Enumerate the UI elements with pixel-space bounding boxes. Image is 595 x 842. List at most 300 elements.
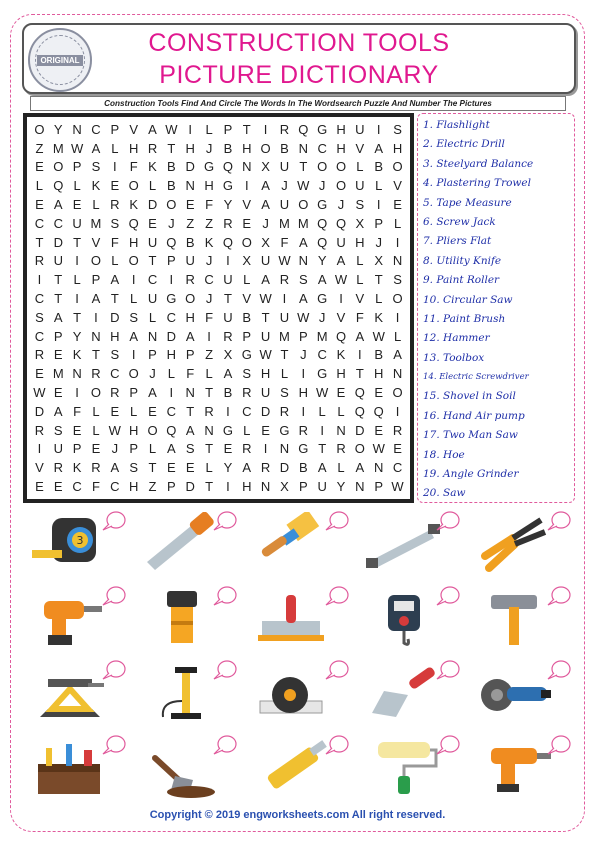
grid-letter[interactable]: W [372, 328, 385, 344]
grid-letter[interactable]: S [185, 441, 195, 457]
grid-letter[interactable]: K [72, 347, 82, 363]
grid-letter[interactable]: F [186, 366, 195, 382]
grid-letter[interactable]: I [113, 159, 117, 175]
grid-letter[interactable]: Q [53, 178, 64, 194]
grid-letter[interactable]: E [148, 215, 157, 231]
grid-letter[interactable]: Z [148, 479, 157, 495]
grid-letter[interactable]: R [185, 272, 195, 288]
grid-letter[interactable]: D [279, 460, 290, 476]
grid-letter[interactable]: S [129, 460, 138, 476]
grid-letter[interactable]: L [92, 403, 100, 419]
grid-letter[interactable]: N [147, 328, 158, 344]
grid-letter[interactable]: I [263, 121, 268, 137]
grid-letter[interactable]: G [166, 291, 177, 307]
answer-bubble-icon[interactable] [435, 510, 461, 532]
grid-letter[interactable]: V [393, 178, 402, 194]
grid-letter[interactable]: B [167, 159, 176, 175]
grid-letter[interactable]: N [260, 479, 271, 495]
answer-bubble-icon[interactable] [546, 734, 572, 756]
grid-letter[interactable]: P [167, 253, 176, 269]
grid-letter[interactable]: H [204, 178, 214, 194]
grid-letter[interactable]: R [223, 328, 233, 344]
grid-letter[interactable]: C [34, 291, 45, 307]
grid-letter[interactable]: L [337, 403, 345, 419]
grid-letter[interactable]: Y [223, 197, 233, 213]
grid-letter[interactable]: T [167, 140, 176, 156]
grid-letter[interactable]: I [169, 385, 174, 401]
grid-letter[interactable]: L [92, 197, 100, 213]
grid-letter[interactable]: P [242, 328, 252, 344]
answer-bubble-icon[interactable] [435, 734, 461, 756]
grid-letter[interactable]: A [53, 309, 63, 325]
grid-letter[interactable]: E [53, 385, 63, 401]
answer-bubble-icon[interactable] [435, 659, 461, 681]
grid-letter[interactable]: O [128, 253, 139, 269]
grid-letter[interactable]: I [169, 272, 174, 288]
grid-letter[interactable]: P [167, 479, 176, 495]
grid-letter[interactable]: Z [186, 215, 195, 231]
grid-letter[interactable]: P [374, 479, 384, 495]
grid-letter[interactable]: N [185, 385, 195, 401]
grid-letter[interactable]: E [72, 422, 82, 438]
grid-letter[interactable]: K [129, 197, 138, 213]
grid-letter[interactable]: F [129, 159, 138, 175]
grid-letter[interactable]: L [205, 460, 213, 476]
grid-letter[interactable]: B [280, 140, 289, 156]
grid-letter[interactable]: E [53, 347, 63, 363]
grid-letter[interactable]: L [393, 328, 402, 344]
grid-letter[interactable]: H [242, 140, 252, 156]
grid-letter[interactable]: A [167, 441, 176, 457]
grid-letter[interactable]: P [72, 159, 82, 175]
grid-letter[interactable]: Y [53, 121, 63, 137]
grid-letter[interactable]: H [128, 479, 139, 495]
grid-letter[interactable]: M [279, 215, 290, 231]
grid-letter[interactable]: O [166, 197, 177, 213]
grid-letter[interactable]: B [167, 178, 176, 194]
grid-letter[interactable]: C [34, 215, 45, 231]
grid-letter[interactable]: A [261, 178, 270, 194]
grid-letter[interactable]: T [35, 234, 44, 250]
grid-letter[interactable]: Z [205, 215, 214, 231]
grid-letter[interactable]: D [260, 403, 271, 419]
grid-letter[interactable]: N [204, 422, 214, 438]
grid-letter[interactable]: A [91, 291, 101, 307]
grid-letter[interactable]: L [337, 460, 345, 476]
grid-letter[interactable]: L [356, 272, 364, 288]
grid-letter[interactable]: A [53, 197, 63, 213]
grid-letter[interactable]: U [317, 479, 327, 495]
grid-letter[interactable]: M [279, 328, 290, 344]
grid-letter[interactable]: T [205, 385, 214, 401]
grid-letter[interactable]: N [355, 479, 365, 495]
grid-letter[interactable]: R [260, 460, 271, 476]
grid-letter[interactable]: D [166, 328, 177, 344]
grid-letter[interactable]: K [336, 347, 346, 363]
grid-letter[interactable]: B [223, 140, 233, 156]
grid-letter[interactable]: R [147, 140, 158, 156]
grid-letter[interactable]: G [317, 291, 328, 307]
grid-letter[interactable]: A [298, 234, 308, 250]
grid-letter[interactable]: U [279, 159, 290, 175]
grid-letter[interactable]: F [280, 234, 289, 250]
grid-letter[interactable]: I [37, 272, 42, 288]
grid-letter[interactable]: Q [335, 328, 347, 344]
grid-letter[interactable]: L [111, 140, 119, 156]
grid-letter[interactable]: C [53, 215, 63, 231]
grid-letter[interactable]: X [223, 347, 233, 363]
grid-letter[interactable]: O [392, 385, 403, 401]
grid-letter[interactable]: L [205, 366, 213, 382]
grid-letter[interactable]: H [336, 121, 346, 137]
answer-bubble-icon[interactable] [101, 585, 127, 607]
grid-letter[interactable]: N [392, 366, 403, 382]
grid-letter[interactable]: E [35, 197, 44, 213]
grid-letter[interactable]: H [110, 328, 120, 344]
grid-letter[interactable]: E [35, 479, 44, 495]
grid-letter[interactable]: A [129, 328, 138, 344]
grid-letter[interactable]: C [317, 140, 327, 156]
grid-letter[interactable]: U [260, 328, 271, 344]
grid-letter[interactable]: L [130, 403, 138, 419]
grid-letter[interactable]: O [392, 291, 403, 307]
grid-letter[interactable]: X [374, 253, 384, 269]
grid-letter[interactable]: C [166, 403, 177, 419]
grid-letter[interactable]: W [316, 385, 329, 401]
grid-letter[interactable]: S [355, 197, 365, 213]
grid-letter[interactable]: I [226, 253, 230, 269]
grid-letter[interactable]: E [91, 441, 101, 457]
grid-letter[interactable]: N [298, 253, 309, 269]
grid-letter[interactable]: U [223, 309, 233, 325]
grid-letter[interactable]: A [355, 460, 365, 476]
grid-letter[interactable]: L [92, 422, 100, 438]
grid-letter[interactable]: D [355, 422, 365, 438]
grid-letter[interactable]: W [108, 422, 121, 438]
grid-letter[interactable]: C [204, 272, 214, 288]
grid-letter[interactable]: O [185, 291, 196, 307]
grid-letter[interactable]: M [316, 328, 328, 344]
grid-letter[interactable]: E [393, 441, 402, 457]
grid-letter[interactable]: G [279, 422, 290, 438]
grid-letter[interactable]: L [356, 253, 364, 269]
grid-letter[interactable]: B [374, 347, 384, 363]
grid-letter[interactable]: Q [166, 422, 177, 438]
grid-letter[interactable]: R [279, 121, 290, 137]
grid-letter[interactable]: L [148, 309, 157, 325]
grid-letter[interactable]: I [358, 347, 362, 363]
grid-letter[interactable]: W [165, 121, 178, 137]
grid-letter[interactable]: U [260, 253, 271, 269]
grid-letter[interactable]: L [130, 291, 138, 307]
grid-letter[interactable]: V [35, 460, 44, 476]
grid-letter[interactable]: A [91, 140, 101, 156]
grid-letter[interactable]: S [91, 159, 101, 175]
grid-letter[interactable]: R [242, 441, 252, 457]
grid-letter[interactable]: I [226, 479, 230, 495]
grid-letter[interactable]: S [110, 347, 120, 363]
grid-letter[interactable]: C [317, 347, 327, 363]
grid-letter[interactable]: D [185, 159, 195, 175]
grid-letter[interactable]: N [185, 178, 195, 194]
grid-letter[interactable]: E [148, 403, 157, 419]
grid-letter[interactable]: W [297, 178, 310, 194]
grid-letter[interactable]: T [186, 403, 195, 419]
grid-letter[interactable]: X [261, 159, 270, 175]
grid-letter[interactable]: I [395, 309, 400, 325]
grid-letter[interactable]: A [53, 403, 63, 419]
grid-letter[interactable]: S [393, 272, 402, 288]
grid-letter[interactable]: R [392, 422, 403, 438]
grid-letter[interactable]: X [355, 215, 365, 231]
grid-letter[interactable]: I [376, 197, 381, 213]
grid-letter[interactable]: R [336, 441, 346, 457]
grid-letter[interactable]: H [374, 366, 384, 382]
grid-letter[interactable]: I [282, 291, 287, 307]
grid-letter[interactable]: E [242, 215, 252, 231]
grid-letter[interactable]: O [147, 422, 158, 438]
grid-letter[interactable]: N [374, 460, 384, 476]
grid-letter[interactable]: C [147, 272, 158, 288]
grid-letter[interactable]: N [91, 328, 101, 344]
grid-letter[interactable]: U [260, 385, 271, 401]
grid-letter[interactable]: T [205, 441, 214, 457]
grid-letter[interactable]: D [34, 403, 45, 419]
answer-bubble-icon[interactable] [324, 659, 350, 681]
grid-letter[interactable]: E [185, 460, 195, 476]
grid-letter[interactable]: T [374, 272, 383, 288]
grid-letter[interactable]: O [317, 159, 328, 175]
grid-letter[interactable]: D [53, 234, 63, 250]
grid-letter[interactable]: P [223, 121, 233, 137]
grid-letter[interactable]: G [317, 366, 328, 382]
grid-letter[interactable]: V [242, 197, 252, 213]
grid-letter[interactable]: I [376, 121, 381, 137]
grid-letter[interactable]: H [128, 422, 139, 438]
grid-letter[interactable]: Q [335, 215, 347, 231]
grid-letter[interactable]: O [260, 140, 271, 156]
grid-letter[interactable]: J [205, 291, 213, 307]
grid-letter[interactable]: G [241, 347, 252, 363]
grid-letter[interactable]: A [110, 272, 120, 288]
grid-letter[interactable]: N [72, 121, 82, 137]
grid-letter[interactable]: J [300, 347, 307, 363]
grid-letter[interactable]: S [129, 309, 138, 325]
grid-letter[interactable]: J [149, 366, 156, 382]
grid-letter[interactable]: B [298, 460, 308, 476]
answer-bubble-icon[interactable] [212, 734, 238, 756]
grid-letter[interactable]: C [392, 460, 403, 476]
grid-letter[interactable]: D [147, 197, 158, 213]
grid-letter[interactable]: U [355, 121, 365, 137]
grid-letter[interactable]: O [90, 385, 102, 401]
grid-letter[interactable]: T [318, 441, 327, 457]
grid-letter[interactable]: L [356, 159, 364, 175]
grid-letter[interactable]: K [148, 159, 157, 175]
grid-letter[interactable]: V [129, 121, 138, 137]
grid-letter[interactable]: W [259, 291, 272, 307]
grid-letter[interactable]: I [263, 441, 268, 457]
grid-letter[interactable]: G [222, 422, 233, 438]
grid-letter[interactable]: X [242, 253, 252, 269]
grid-letter[interactable]: L [111, 253, 119, 269]
grid-letter[interactable]: E [374, 422, 384, 438]
grid-letter[interactable]: I [188, 121, 193, 137]
grid-letter[interactable]: N [336, 422, 346, 438]
grid-letter[interactable]: Y [72, 328, 82, 344]
answer-bubble-icon[interactable] [546, 585, 572, 607]
grid-letter[interactable]: H [128, 234, 139, 250]
grid-letter[interactable]: E [393, 197, 402, 213]
grid-letter[interactable]: T [261, 309, 270, 325]
grid-letter[interactable]: I [395, 403, 400, 419]
grid-letter[interactable]: F [110, 234, 119, 250]
grid-letter[interactable]: F [355, 309, 364, 325]
grid-letter[interactable]: Y [317, 253, 327, 269]
grid-letter[interactable]: E [53, 479, 63, 495]
grid-letter[interactable]: G [204, 159, 215, 175]
grid-letter[interactable]: I [37, 441, 42, 457]
grid-letter[interactable]: N [392, 253, 403, 269]
grid-letter[interactable]: A [374, 140, 384, 156]
grid-letter[interactable]: L [243, 272, 251, 288]
grid-letter[interactable]: P [185, 347, 195, 363]
grid-letter[interactable]: O [34, 121, 45, 137]
grid-letter[interactable]: V [242, 291, 252, 307]
grid-letter[interactable]: G [222, 178, 233, 194]
grid-letter[interactable]: R [34, 253, 45, 269]
grid-letter[interactable]: P [53, 328, 63, 344]
grid-letter[interactable]: E [261, 422, 270, 438]
grid-letter[interactable]: N [242, 159, 252, 175]
grid-letter[interactable]: I [244, 178, 249, 194]
grid-letter[interactable]: U [147, 291, 158, 307]
grid-letter[interactable]: C [242, 403, 252, 419]
grid-letter[interactable]: I [320, 422, 324, 438]
answer-bubble-icon[interactable] [324, 510, 350, 532]
grid-letter[interactable]: H [355, 234, 365, 250]
grid-letter[interactable]: J [205, 140, 213, 156]
grid-letter[interactable]: R [242, 385, 252, 401]
grid-letter[interactable]: T [205, 479, 214, 495]
grid-letter[interactable]: H [242, 479, 252, 495]
grid-letter[interactable]: I [131, 272, 136, 288]
answer-bubble-icon[interactable] [546, 510, 572, 532]
grid-letter[interactable]: T [148, 460, 157, 476]
answer-bubble-icon[interactable] [101, 734, 127, 756]
grid-letter[interactable]: J [262, 215, 269, 231]
grid-letter[interactable]: T [54, 291, 63, 307]
grid-letter[interactable]: V [336, 309, 346, 325]
grid-letter[interactable]: H [166, 347, 177, 363]
grid-letter[interactable]: R [91, 460, 101, 476]
grid-letter[interactable]: C [110, 366, 120, 382]
grid-letter[interactable]: R [110, 385, 120, 401]
grid-letter[interactable]: T [73, 309, 82, 325]
grid-letter[interactable]: L [35, 178, 44, 194]
grid-letter[interactable]: R [204, 403, 214, 419]
grid-letter[interactable]: L [243, 422, 251, 438]
grid-letter[interactable]: K [204, 234, 214, 250]
grid-letter[interactable]: R [279, 272, 290, 288]
grid-letter[interactable]: A [317, 460, 327, 476]
grid-letter[interactable]: Q [354, 403, 365, 419]
grid-letter[interactable]: T [148, 253, 157, 269]
grid-letter[interactable]: P [72, 441, 82, 457]
grid-letter[interactable]: I [226, 403, 230, 419]
grid-letter[interactable]: I [75, 291, 79, 307]
grid-letter[interactable]: R [110, 197, 120, 213]
grid-letter[interactable]: R [298, 422, 309, 438]
grid-letter[interactable]: G [317, 197, 328, 213]
grid-letter[interactable]: U [336, 234, 346, 250]
answer-bubble-icon[interactable] [546, 659, 572, 681]
grid-letter[interactable]: L [73, 178, 81, 194]
grid-letter[interactable]: O [392, 159, 403, 175]
grid-letter[interactable]: A [148, 121, 157, 137]
grid-letter[interactable]: O [241, 234, 252, 250]
grid-letter[interactable]: W [334, 272, 348, 288]
grid-letter[interactable]: H [336, 366, 346, 382]
grid-letter[interactable]: J [375, 234, 382, 250]
grid-letter[interactable]: I [75, 385, 79, 401]
grid-letter[interactable]: P [110, 121, 120, 137]
grid-letter[interactable]: A [185, 422, 195, 438]
grid-letter[interactable]: T [223, 291, 232, 307]
grid-letter[interactable]: K [72, 460, 82, 476]
grid-letter[interactable]: J [318, 309, 326, 325]
grid-letter[interactable]: A [261, 197, 270, 213]
grid-letter[interactable]: I [339, 291, 343, 307]
grid-letter[interactable]: E [35, 159, 44, 175]
grid-letter[interactable]: Q [373, 403, 384, 419]
grid-letter[interactable]: P [298, 479, 308, 495]
grid-letter[interactable]: H [260, 366, 271, 382]
grid-letter[interactable]: F [205, 309, 214, 325]
grid-letter[interactable]: Q [222, 159, 233, 175]
grid-letter[interactable]: U [72, 215, 82, 231]
grid-letter[interactable]: Z [205, 347, 214, 363]
grid-letter[interactable]: D [110, 309, 120, 325]
grid-letter[interactable]: M [90, 215, 102, 231]
grid-letter[interactable]: O [128, 178, 139, 194]
grid-letter[interactable]: M [297, 215, 309, 231]
answer-bubble-icon[interactable] [324, 585, 350, 607]
grid-letter[interactable]: F [205, 197, 214, 213]
grid-letter[interactable]: R [91, 366, 101, 382]
grid-letter[interactable]: S [53, 422, 63, 438]
grid-letter[interactable]: V [355, 140, 365, 156]
grid-letter[interactable]: A [110, 460, 120, 476]
grid-letter[interactable]: A [223, 366, 233, 382]
grid-letter[interactable]: J [168, 215, 175, 231]
answer-bubble-icon[interactable] [212, 659, 238, 681]
grid-letter[interactable]: E [223, 441, 233, 457]
grid-letter[interactable]: L [148, 441, 157, 457]
grid-letter[interactable]: L [148, 178, 157, 194]
grid-letter[interactable]: I [94, 309, 98, 325]
answer-bubble-icon[interactable] [324, 734, 350, 756]
grid-letter[interactable]: I [301, 366, 306, 382]
grid-letter[interactable]: L [73, 272, 81, 288]
answer-bubble-icon[interactable] [435, 585, 461, 607]
grid-letter[interactable]: J [205, 253, 213, 269]
grid-letter[interactable]: Q [317, 215, 328, 231]
grid-letter[interactable]: W [33, 385, 46, 401]
grid-letter[interactable]: M [52, 366, 64, 382]
grid-letter[interactable]: P [129, 385, 138, 401]
grid-letter[interactable]: P [374, 215, 384, 231]
